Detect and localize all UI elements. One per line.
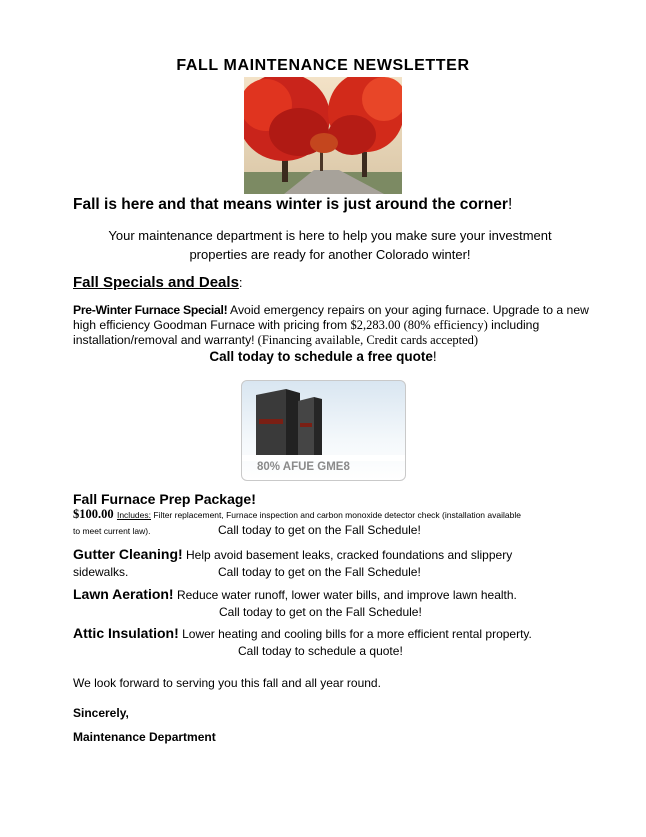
closing-line: We look forward to serving you this fall and all year round. — [73, 676, 381, 690]
prep-package-heading: Fall Furnace Prep Package! — [73, 491, 256, 507]
intro-line-1: Your maintenance department is here to help you make sure your investment — [108, 228, 552, 243]
lawn-text: Reduce water runoff, lower water bills, and improve lawn health. — [173, 588, 517, 602]
attic-text: Lower heating and cooling bills for a more efficient rental property. — [178, 627, 532, 641]
gutter-section — [73, 546, 512, 581]
furnace-special-text: Avoid emergency repairs on your aging furnace. Upgrade to a new high efficiency Goodman Furnace with pricing from — [73, 303, 589, 332]
call-quote-text: Call today to schedule a free quote — [209, 349, 433, 364]
prep-package-includes-text: Filter replacement, Furnace inspection and carbon monoxide detector check (installation available — [151, 510, 521, 520]
intro-paragraph — [60, 226, 600, 264]
fall-trees-illustration — [244, 77, 402, 194]
specials-heading-colon: : — [238, 275, 243, 290]
gutter-heading: Gutter Cleaning! — [73, 546, 183, 562]
gutter-text-2: sidewalks. — [73, 565, 129, 579]
specials-heading-text: Fall Specials and Deals — [73, 274, 239, 291]
sincerely: Sincerely, — [73, 706, 129, 720]
prep-package-includes-label: Includes: — [116, 510, 151, 520]
headline-end: ! — [507, 196, 513, 213]
furnace-special-financing: (Financing available, Credit cards accepted) — [254, 333, 479, 347]
furnace-illustration — [242, 381, 405, 461]
attic-section — [73, 625, 532, 660]
lawn-section — [73, 586, 517, 621]
fall-trees-image — [244, 77, 402, 194]
newsletter-title: FALL MAINTENANCE NEWSLETTER — [176, 57, 470, 74]
attic-call: Call today to schedule a quote! — [238, 644, 403, 658]
call-quote — [0, 349, 646, 364]
call-quote-end: ! — [432, 349, 437, 364]
attic-heading: Attic Insulation! — [73, 625, 179, 641]
specials-heading — [73, 274, 243, 291]
furnace-special-paragraph — [73, 303, 593, 348]
lawn-call: Call today to get on the Fall Schedule! — [219, 605, 422, 619]
furnace-special-price: $2,283.00 (80% efficiency) — [350, 318, 488, 332]
prep-package-price: $100.00 — [73, 507, 114, 521]
signature: Maintenance Department — [73, 730, 216, 744]
prep-package-section — [73, 491, 521, 540]
furnace-product-image — [241, 380, 406, 481]
gutter-text: Help avoid basement leaks, cracked foundations and slippery — [182, 548, 513, 562]
furnace-special-text-2: including installation/removal and warranty! — [73, 318, 540, 347]
headline-text: Fall is here and that means winter is just around the corner — [73, 196, 508, 213]
prep-package-call: Call today to get on the Fall Schedule! — [218, 523, 421, 537]
furnace-special-label: Pre-Winter Furnace Special! — [73, 303, 228, 317]
intro-line-2: properties are ready for another Colorado winter! — [189, 247, 471, 262]
lawn-heading: Lawn Aeration! — [73, 586, 174, 602]
gutter-call: Call today to get on the Fall Schedule! — [218, 565, 421, 579]
headline — [73, 196, 512, 214]
product-label: 80% AFUE GME8 — [257, 461, 350, 473]
prep-package-includes-text-2: to meet current law). — [73, 526, 151, 536]
